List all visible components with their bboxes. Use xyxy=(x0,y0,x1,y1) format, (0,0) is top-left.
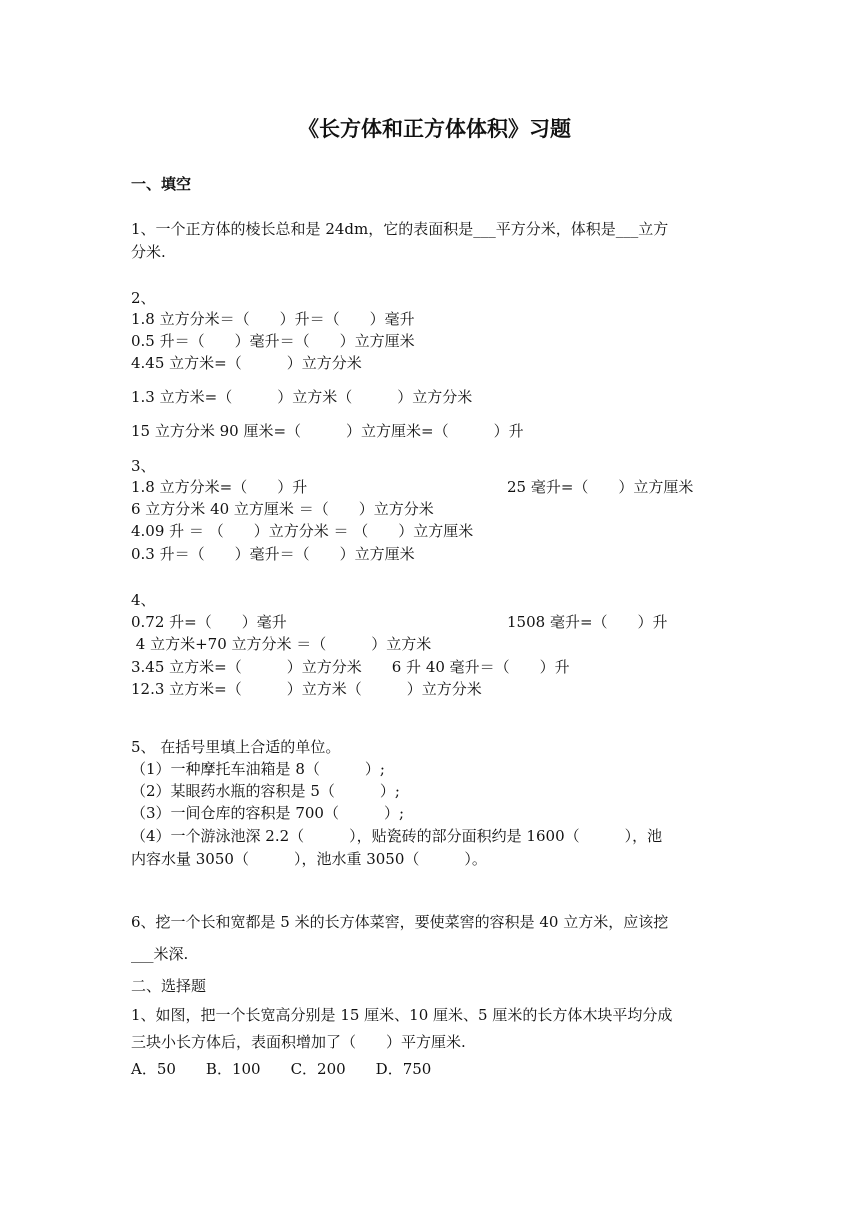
question-6-line-1: 6、挖一个长和宽都是 5 米的长方体菜窖，要使菜窖的容积是 40 立方米，应该挖 xyxy=(131,913,669,931)
question-3-line: 0.3 升＝（ ）毫升＝（ ）立方厘米 xyxy=(131,545,415,563)
question-3-right-item: 25 毫升=（ ）立方厘米 xyxy=(507,478,694,496)
question-2-line: 1.3 立方米=（ ）立方米（ ）立方分米 xyxy=(131,388,473,406)
question-4-line: 4 立方米+70 立方分米 ＝（ ）立方米 xyxy=(131,635,432,653)
question-3-number: 3、 xyxy=(131,457,156,475)
question-4-number: 4、 xyxy=(131,591,156,609)
choice-1-line-1: 1、如图，把一个长宽高分别是 15 厘米、10 厘米、5 厘米的长方体木块平均分成 xyxy=(131,1006,673,1024)
question-5-line: （4）一个游泳池深 2.2（ ），贴瓷砖的部分面积约是 1600（ ），池 xyxy=(131,827,663,845)
question-5-line: 内容水量 3050（ ），池水重 3050（ ）。 xyxy=(131,850,487,868)
question-5-line: （2）某眼药水瓶的容积是 5（ ）; xyxy=(131,782,400,800)
question-2-line: 15 立方分米 90 厘米=（ ）立方厘米=（ ）升 xyxy=(131,422,524,440)
question-1-line-1: 1、一个正方体的棱长总和是 24dm，它的表面积是___平方分米，体积是___立方 xyxy=(131,220,669,238)
question-2-line: 0.5 升＝（ ）毫升＝（ ）立方厘米 xyxy=(131,332,415,350)
choice-1-line-2: 三块小长方体后，表面积增加了（ ）平方厘米. xyxy=(131,1033,466,1051)
choice-1-options: A．50 B．100 C．200 D．750 xyxy=(131,1060,432,1078)
question-3-line: 4.09 升 ＝ （ ）立方分米 ＝ （ ）立方厘米 xyxy=(131,522,474,540)
question-4-line: 3.45 立方米=（ ）立方分米 6 升 40 毫升＝（ ）升 xyxy=(131,658,570,676)
question-6-line-2: ___米深. xyxy=(131,945,189,963)
section-heading-fill-blank: 一、填空 xyxy=(131,175,192,193)
question-5-line: （1）一种摩托车油箱是 8（ ）; xyxy=(131,760,385,778)
question-4-right-item: 1508 毫升=（ ）升 xyxy=(507,613,668,631)
question-2-line: 1.8 立方分米＝（ ）升＝（ ）毫升 xyxy=(131,310,415,328)
question-2-line: 4.45 立方米=（ ）立方分米 xyxy=(131,354,362,372)
question-2-number: 2、 xyxy=(131,289,156,307)
question-4-line: 0.72 升=（ ）毫升 xyxy=(131,613,287,631)
question-1-line-2: 分米. xyxy=(131,243,166,261)
question-5-line: （3）一间仓库的容积是 700（ ）; xyxy=(131,804,404,822)
question-3-line: 1.8 立方分米=（ ）升 xyxy=(131,478,308,496)
page-title: 《长方体和正方体体积》习题 xyxy=(298,116,571,141)
question-5-intro: 5、 在括号里填上合适的单位。 xyxy=(131,738,341,756)
section-heading-choice: 二、选择题 xyxy=(131,977,207,995)
question-4-line: 12.3 立方米=（ ）立方米（ ）立方分米 xyxy=(131,680,482,698)
question-3-line: 6 立方分米 40 立方厘米 ＝（ ）立方分米 xyxy=(131,500,434,518)
